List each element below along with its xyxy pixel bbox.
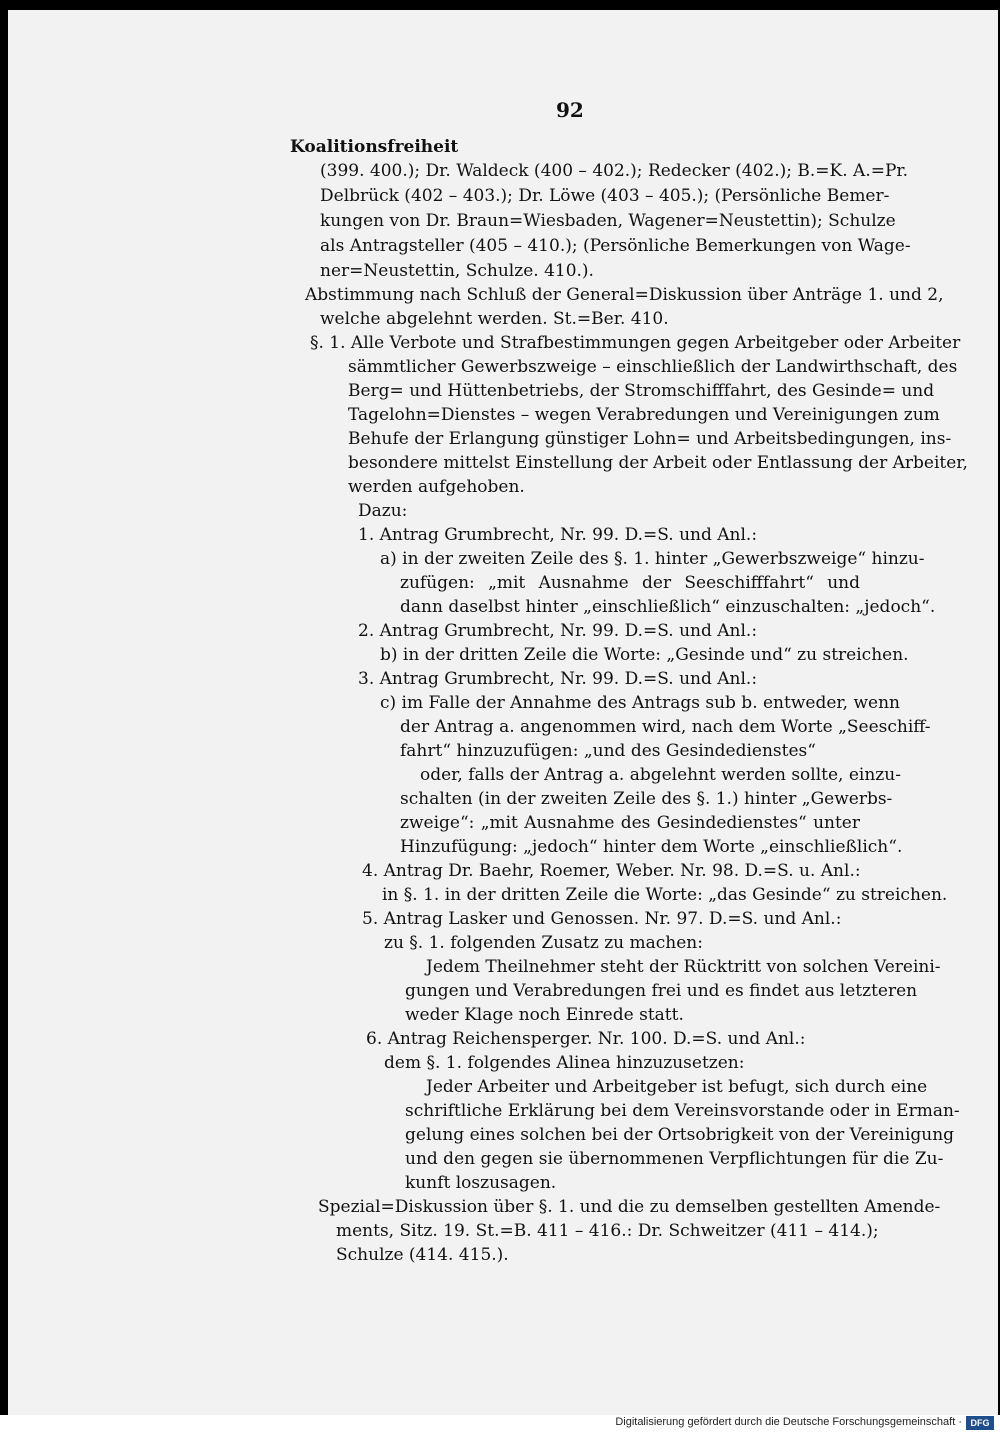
text-line: a) in der zweiten Zeile des §. 1. hinter „Gewerbszweige“ hinzu- — [380, 549, 925, 569]
text-line: Jeder Arbeiter und Arbeitgeber ist befugt, sich durch eine — [426, 1077, 928, 1097]
text-line: Jedem Theilnehmer steht der Rücktritt von solchen Vereini- — [426, 957, 941, 977]
text-line: Schulze (414. 415.). — [336, 1245, 509, 1265]
text-line: Tagelohn=Dienstes – wegen Verabredungen und Vereinigungen zum — [348, 405, 940, 425]
text-line: der Antrag a. angenommen wird, nach dem Worte „Seeschiff- — [400, 717, 931, 737]
text-line: 1. Antrag Grumbrecht, Nr. 99. D.=S. und Anl.: — [358, 525, 758, 545]
text-line: fahrt“ hinzuzufügen: „und des Gesindedienstes“ — [400, 741, 816, 761]
text-line: c) im Falle der Annahme des Antrags sub b. entweder, wenn — [380, 693, 900, 713]
text-line: Delbrück (402 – 403.); Dr. Löwe (403 – 405.); (Persönliche Bemer- — [320, 186, 890, 206]
footer-bar — [0, 1415, 1000, 1432]
text-line: ments, Sitz. 19. St.=B. 411 – 416.: Dr. Schweitzer (411 – 414.); — [336, 1221, 879, 1241]
text-line: dem §. 1. folgendes Alinea hinzuzusetzen: — [384, 1053, 745, 1073]
page-number: 92 — [556, 98, 584, 122]
funding-credit: Digitalisierung gefördert durch die Deutsche Forschungsgemeinschaft · — [615, 1416, 962, 1428]
text-line: werden aufgehoben. — [348, 477, 525, 497]
text-line: in §. 1. in der dritten Zeile die Worte: „das Gesinde“ zu streichen. — [382, 885, 948, 905]
text-line: zufügen: „mit Ausnahme der Seeschifffahrt“ und — [400, 573, 860, 593]
dfg-logo-icon: DFG — [966, 1416, 994, 1430]
text-line: 2. Antrag Grumbrecht, Nr. 99. D.=S. und Anl.: — [358, 621, 758, 641]
text-line: welche abgelehnt werden. St.=Ber. 410. — [320, 309, 669, 329]
text-line: §. 1. Alle Verbote und Strafbestimmungen gegen Arbeitgeber oder Arbeiter — [310, 333, 961, 353]
text-line: gungen und Verabredungen frei und es findet aus letzteren — [405, 981, 918, 1001]
text-line: Hinzufügung: „jedoch“ hinter dem Worte „einschließlich“. — [400, 837, 903, 857]
text-line: oder, falls der Antrag a. abgelehnt werden sollte, einzu- — [420, 765, 901, 785]
text-line: 3. Antrag Grumbrecht, Nr. 99. D.=S. und Anl.: — [358, 669, 758, 689]
text-line: schriftliche Erklärung bei dem Vereinsvorstande oder in Erman- — [405, 1101, 960, 1121]
text-line: Behufe der Erlangung günstiger Lohn= und Arbeitsbedingungen, ins- — [348, 429, 952, 449]
text-line: Dazu: — [358, 501, 408, 521]
text-line: 5. Antrag Lasker und Genossen. Nr. 97. D.=S. und Anl.: — [362, 909, 842, 929]
text-line: weder Klage noch Einrede statt. — [405, 1005, 684, 1025]
text-line: (399. 400.); Dr. Waldeck (400 – 402.); Redecker (402.); B.=K. A.=Pr. — [320, 161, 909, 181]
text-line: ner=Neustettin, Schulze. 410.). — [320, 261, 594, 281]
text-line: zu §. 1. folgenden Zusatz zu machen: — [384, 933, 703, 953]
text-line: und den gegen sie übernommenen Verpflichtungen für die Zu- — [405, 1149, 944, 1169]
text-line: Abstimmung nach Schluß der General=Diskussion über Anträge 1. und 2, — [305, 285, 944, 305]
text-line: gelung eines solchen bei der Ortsobrigkeit von der Vereinigung — [405, 1125, 955, 1145]
text-line: kungen von Dr. Braun=Wiesbaden, Wagener=Neustettin); Schulze — [320, 211, 896, 231]
text-line: dann daselbst hinter „einschließlich“ einzuschalten: „jedoch“. — [400, 597, 936, 617]
text-line: als Antragsteller (405 – 410.); (Persönliche Bemerkungen von Wage- — [320, 236, 911, 256]
section-heading: Koalitionsfreiheit — [290, 137, 459, 157]
text-line: schalten (in der zweiten Zeile des §. 1.) hinter „Gewerbs- — [400, 789, 893, 809]
text-line: sämmtlicher Gewerbszweige – einschließlich der Landwirthschaft, des — [348, 357, 958, 377]
text-line: Berg= und Hüttenbetriebs, der Stromschifffahrt, des Gesinde= und — [348, 381, 935, 401]
text-line: 4. Antrag Dr. Baehr, Roemer, Weber. Nr. 98. D.=S. u. Anl.: — [362, 861, 861, 881]
text-line: Spezial=Diskussion über §. 1. und die zu demselben gestellten Amende- — [318, 1197, 941, 1217]
text-line: besondere mittelst Einstellung der Arbeit oder Entlassung der Arbeiter, — [348, 453, 968, 473]
text-line: zweige“: „mit Ausnahme des Gesindedienstes“ unter — [400, 813, 860, 833]
text-line: kunft loszusagen. — [405, 1173, 557, 1193]
text-line: b) in der dritten Zeile die Worte: „Gesinde und“ zu streichen. — [380, 645, 909, 665]
text-line: 6. Antrag Reichensperger. Nr. 100. D.=S. und Anl.: — [366, 1029, 806, 1049]
